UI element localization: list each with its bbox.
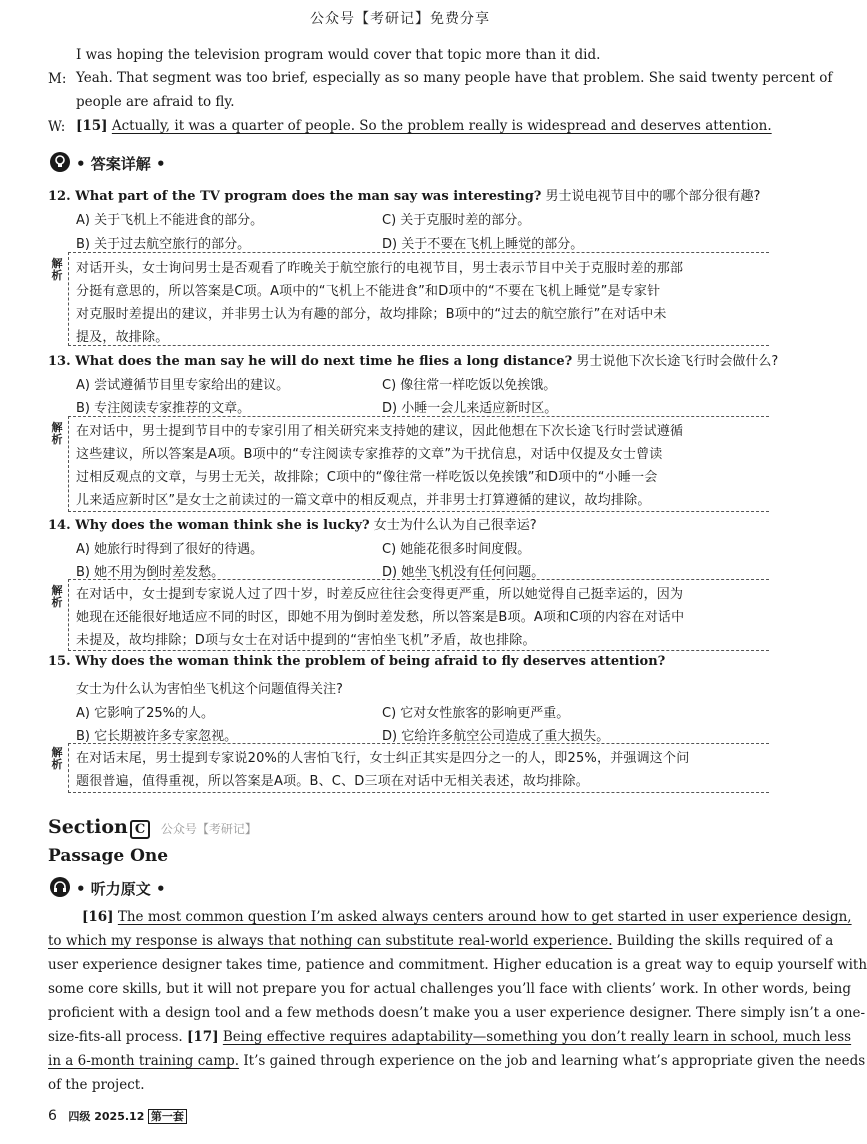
underlined-answer: The most common question I’m asked always centers around how to get started in user experience design, bbox=[117, 909, 852, 925]
option-a: A) 关于飞机上不能进食的部分。 bbox=[76, 213, 264, 228]
headphones-icon bbox=[50, 877, 70, 897]
question-text-cn: 男士说他下次长途飞行时会做什么? bbox=[576, 354, 779, 369]
explanation-tag: 解 析 bbox=[51, 421, 63, 446]
question-text-cn: 男士说电视节目中的哪个部分很有趣? bbox=[545, 189, 761, 204]
question-13 bbox=[48, 350, 778, 369]
passage-line: proficient with a design tool and a few methods doesn’t make you a user experience designer. There simply isn’t a one- bbox=[48, 1005, 866, 1021]
explanation-line: 儿来适应新时区”是女士之前读过的一篇文章中的相反观点，并非男士打算遵循的建议，故均排除。 bbox=[76, 493, 651, 508]
option-c: C) 她能花很多时间度假。 bbox=[382, 542, 531, 557]
question-text-en: 13. What does the man say he will do next time he flies a long distance? bbox=[48, 354, 573, 369]
option-b: B) 专注阅读专家推荐的文章。 bbox=[76, 401, 251, 416]
explanation-tag: 解 析 bbox=[51, 257, 63, 282]
option-b: B) 它长期被许多专家忽视。 bbox=[76, 729, 238, 744]
explanation-line: 未提及，故均排除；D项与女士在对话中提到的“害怕坐飞机”矛盾，故也排除。 bbox=[76, 633, 536, 648]
question-number-marker: [17] bbox=[187, 1029, 219, 1045]
question-number-marker: [16] bbox=[82, 909, 114, 925]
explanation-line: 在对话末尾，男士提到专家说20%的人害怕飞行，女士纠正其实是四分之一的人，即25%，并强调这个问 bbox=[76, 751, 690, 766]
speaker-label: W: bbox=[48, 119, 66, 135]
passage-line: some core skills, but it will not prepare you for actual challenges you’ll face with clients’ work. In other words, being bbox=[48, 981, 851, 997]
explanation-line: 她现在还能很好地适应不同的时区，即她不用为倒时差发愁，所以答案是B项。A项和C项的内容在对话中 bbox=[76, 610, 685, 625]
dialogue-line bbox=[76, 116, 772, 136]
dialogue-line: I was hoping the television program would cover that topic more than it did. bbox=[76, 47, 601, 63]
option-d: D) 它给许多航空公司造成了重大损失。 bbox=[382, 729, 610, 744]
explanation-line: 在对话中，男士提到节目中的专家引用了相关研究来支持她的建议，因此他想在下次长途飞行时尝试遵循 bbox=[76, 424, 684, 439]
lightbulb-icon bbox=[50, 152, 70, 172]
passage-line: of the project. bbox=[48, 1077, 145, 1093]
question-text-en: 14. Why does the woman think she is lucky? bbox=[48, 518, 370, 533]
dialogue-line: people are afraid to fly. bbox=[76, 94, 235, 110]
option-c: C) 关于克服时差的部分。 bbox=[382, 213, 531, 228]
page-number: 6 bbox=[48, 1108, 57, 1124]
section-badge: C bbox=[130, 820, 150, 839]
footer bbox=[48, 1108, 187, 1124]
question-text-cn: 女士为什么认为自己很幸运? bbox=[373, 518, 537, 533]
section-label: Section bbox=[48, 816, 128, 838]
section-watermark: 公众号【考研记】 bbox=[160, 822, 257, 836]
option-c: C) 像往常一样吃饭以免挨饿。 bbox=[382, 378, 557, 393]
dialogue-line: Yeah. That segment was too brief, especially as so many people have that problem. She said twenty percent of bbox=[76, 70, 833, 86]
passage-line: user experience designer takes time, patience and commitment. Higher education is a great way to equip yourself with bbox=[48, 957, 867, 973]
section-title bbox=[48, 816, 257, 839]
explanation-line: 题很普遍，值得重视，所以答案是A项。B、C、D三项在对话中无相关表述，故均排除。 bbox=[76, 774, 589, 789]
option-d: D) 关于不要在飞机上睡觉的部分。 bbox=[382, 237, 584, 252]
option-a: A) 它影响了25%的人。 bbox=[76, 706, 214, 721]
edition-label: 四级 2025.12 bbox=[68, 1110, 145, 1123]
answers-section-title: • 答案详解 • bbox=[76, 155, 166, 173]
transcript-section-title: • 听力原文 • bbox=[76, 880, 166, 898]
option-a: A) 尝试遵循节目里专家给出的建议。 bbox=[76, 378, 290, 393]
explanation-tag: 解 析 bbox=[51, 584, 63, 609]
option-d: D) 她坐飞机没有任何问题。 bbox=[382, 565, 545, 580]
explanation-line: 在对话中，女士提到专家说人过了四十岁，时差反应往往会变得更严重，所以她觉得自己挺幸运的，因为 bbox=[76, 587, 684, 602]
explanation-line: 提及，故排除。 bbox=[76, 330, 169, 345]
question-number-marker: [15] bbox=[76, 118, 108, 134]
question-12 bbox=[48, 185, 760, 204]
underlined-answer: in a 6-month training camp. bbox=[48, 1053, 240, 1069]
question-text-en: 12. What part of the TV program does the man say was interesting? bbox=[48, 189, 542, 204]
passage-line bbox=[82, 909, 852, 925]
question-text-cn: 女士为什么认为害怕坐飞机这个问题值得关注? bbox=[76, 682, 343, 697]
underlined-answer: to which my response is always that nothing can substitute real-world experience. bbox=[48, 933, 613, 949]
passage-line: in a 6-month training camp. It’s gained through experience on the job and learning what’s appropriate given the needs bbox=[48, 1053, 866, 1069]
question-14 bbox=[48, 514, 537, 533]
explanation-line: 过相反观点的文章，与男士无关，故排除；C项中的“像往常一样吃饭以免挨饿”和D项中的“小睡一会 bbox=[76, 470, 658, 485]
speaker-label: M: bbox=[48, 71, 67, 87]
explanation-line: 分挺有意思的，所以答案是C项。A项中的“飞机上不能进食”和D项中的“不要在飞机上睡觉”是专家针 bbox=[76, 284, 661, 299]
header-watermark: 公众号【考研记】免费分享 bbox=[310, 11, 490, 27]
explanation-line: 对克服时差提出的建议，并非男士认为有趣的部分，故均排除；B项中的“过去的航空旅行”在对话中未 bbox=[76, 307, 667, 322]
option-d: D) 小睡一会儿来适应新时区。 bbox=[382, 401, 558, 416]
option-b: B) 她不用为倒时差发愁。 bbox=[76, 565, 225, 580]
question-15 bbox=[48, 654, 665, 669]
underlined-answer: Actually, it was a quarter of people. So the problem really is widespread and deserves attention. bbox=[111, 118, 772, 134]
passage-line: size-fits-all process. [17] Being effective requires adaptability—something you don’t really learn in school, much less bbox=[48, 1029, 852, 1045]
explanation-line: 对话开头，女士询问男士是否观看了昨晚关于航空旅行的电视节目，男士表示节目中关于克服时差的那部 bbox=[76, 261, 684, 276]
passage-title: Passage One bbox=[48, 846, 169, 866]
underlined-answer: Being effective requires adaptability—something you don’t really learn in school, much less bbox=[222, 1029, 852, 1045]
option-a: A) 她旅行时得到了很好的待遇。 bbox=[76, 542, 264, 557]
option-c: C) 它对女性旅客的影响更严重。 bbox=[382, 706, 570, 721]
option-b: B) 关于过去航空旅行的部分。 bbox=[76, 237, 251, 252]
explanation-line: 这些建议，所以答案是A项。B项中的“专注阅读专家推荐的文章”为干扰信息，对话中仅提及女士曾读 bbox=[76, 447, 663, 462]
explanation-tag: 解 析 bbox=[51, 746, 63, 771]
question-text-en: 15. Why does the woman think the problem of being afraid to fly deserves attention? bbox=[48, 654, 666, 669]
passage-line: to which my response is always that nothing can substitute real-world experience. Building the skills required of a bbox=[48, 933, 834, 949]
set-label: 第一套 bbox=[148, 1109, 187, 1124]
